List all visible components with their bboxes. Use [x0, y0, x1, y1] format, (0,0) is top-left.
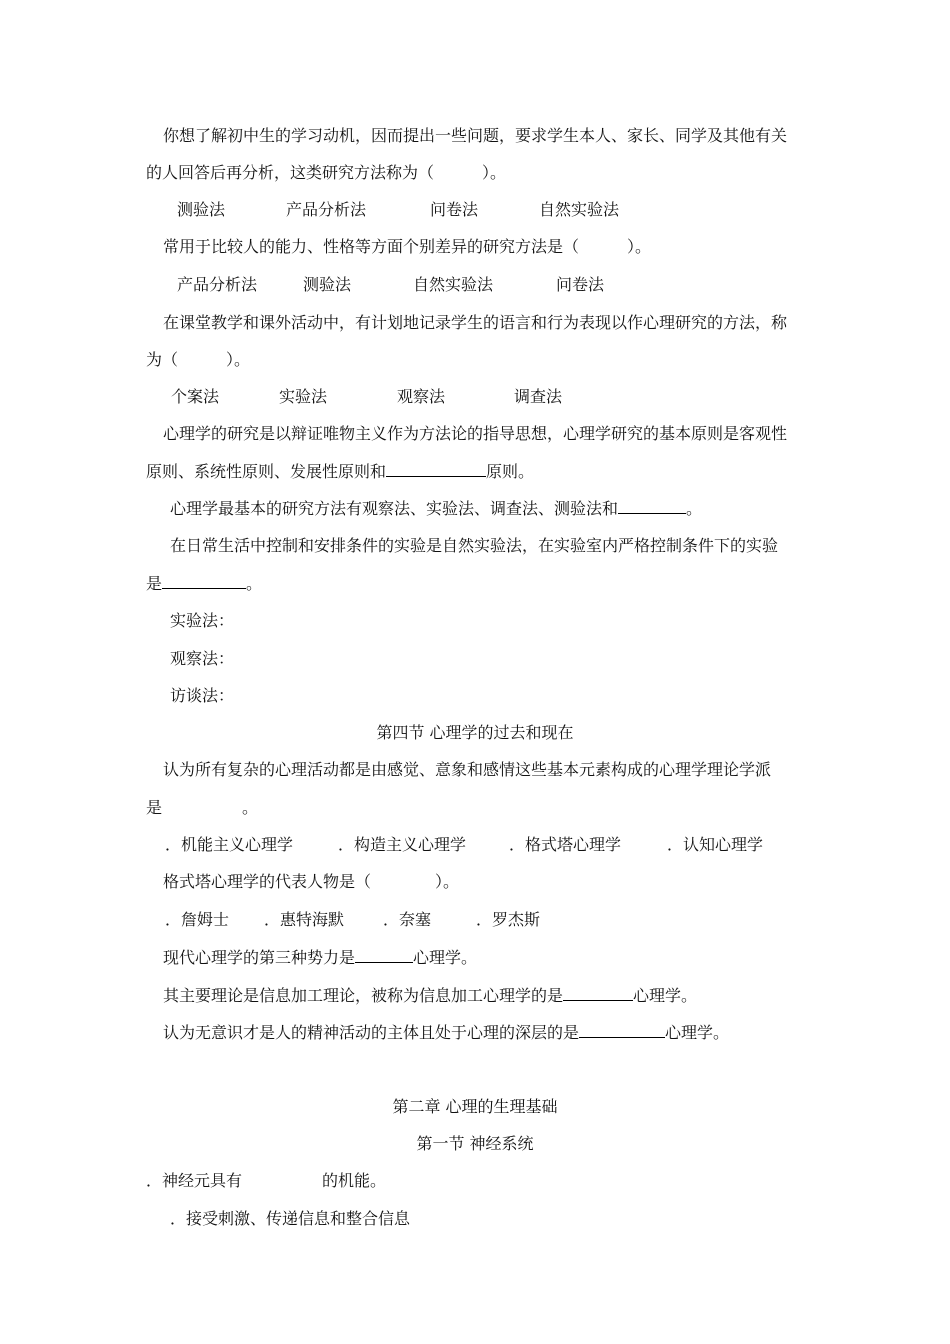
q9-blank[interactable]: [355, 947, 413, 963]
q5-blank[interactable]: [618, 498, 686, 514]
q2-option-d: 问卷法: [556, 275, 605, 294]
q1-option-c: 问卷法: [430, 200, 479, 219]
q8-line1: 格式塔心理学的代表人物是（ ）。: [163, 872, 460, 891]
q4-blank[interactable]: [386, 461, 486, 477]
q12-line: ．神经元具有 的机能。: [146, 1171, 387, 1190]
q6-line1: 在日常生活中控制和安排条件的实验是自然实验法，在实验室内严格控制条件下的实验: [170, 536, 779, 555]
q11-line: 认为无意识才是人的精神活动的主体且处于心理的深层的是 心理学。: [163, 1023, 730, 1042]
q7-option-d: ．认知心理学: [667, 835, 764, 854]
section4-title: 第四节 心理学的过去和现在: [376, 723, 574, 742]
q3-option-a: 个案法: [171, 387, 220, 406]
def-experiment: 实验法：: [170, 611, 235, 630]
q10-line: 其主要理论是信息加工理论，被称为信息加工心理学的是 心理学。: [163, 986, 698, 1005]
chapter2-title: 第二章 心理的生理基础: [392, 1097, 558, 1116]
q3-line2: 为（ ）。: [146, 350, 251, 369]
q6-line2: 是 。: [146, 574, 263, 593]
q4-line2: 原则、系统性原则、发展性原则和 原则。: [146, 462, 535, 481]
q1-line1: 你想了解初中生的学习动机，因而提出一些问题，要求学生本人、家长、同学及其他有关: [163, 126, 788, 145]
q7-line1: 认为所有复杂的心理活动都是由感觉、意象和感情这些基本元素构成的心理学理论学派: [163, 760, 772, 779]
q3-option-d: 调查法: [514, 387, 563, 406]
q1-option-d: 自然实验法: [539, 200, 620, 219]
q12-option-a: ．接受刺激、传递信息和整合信息: [170, 1209, 411, 1228]
q3-option-c: 观察法: [397, 387, 446, 406]
q2-option-a: 产品分析法: [177, 275, 258, 294]
q8-option-a: ．詹姆士: [165, 910, 230, 929]
q8-option-b: ．惠特海默: [264, 910, 345, 929]
q2-option-b: 测验法: [303, 275, 352, 294]
q11-blank[interactable]: [579, 1022, 665, 1038]
q1-line2: 的人回答后再分析，这类研究方法称为（ ）。: [146, 163, 507, 182]
q8-option-d: ．罗杰斯: [476, 910, 541, 929]
q3-line1: 在课堂教学和课外活动中，有计划地记录学生的语言和行为表现以作心理研究的方法，称: [163, 313, 788, 332]
q1-option-b: 产品分析法: [286, 200, 367, 219]
q7-option-a: ．机能主义心理学: [165, 835, 294, 854]
q8-option-c: ．奈塞: [383, 910, 432, 929]
def-interview: 访谈法：: [170, 686, 235, 705]
q4-line1: 心理学的研究是以辩证唯物主义作为方法论的指导思想，心理学研究的基本原则是客观性: [163, 424, 788, 443]
q7-option-c: ．格式塔心理学: [509, 835, 622, 854]
q9-line: 现代心理学的第三种势力是 心理学。: [163, 948, 478, 967]
section1-title: 第一节 神经系统: [416, 1134, 534, 1153]
def-observation: 观察法：: [170, 649, 235, 668]
q7-line2: 是 。: [146, 798, 259, 817]
q1-option-a: 测验法: [177, 200, 226, 219]
q2-option-c: 自然实验法: [413, 275, 494, 294]
q5-line: 心理学最基本的研究方法有观察法、实验法、调查法、测验法和 。: [170, 499, 703, 518]
q6-blank[interactable]: [162, 573, 246, 589]
q3-option-b: 实验法: [279, 387, 328, 406]
q7-option-b: ．构造主义心理学: [338, 835, 467, 854]
q10-blank[interactable]: [563, 985, 633, 1001]
q2-line1: 常用于比较人的能力、性格等方面个别差异的研究方法是（ ）。: [163, 237, 652, 256]
